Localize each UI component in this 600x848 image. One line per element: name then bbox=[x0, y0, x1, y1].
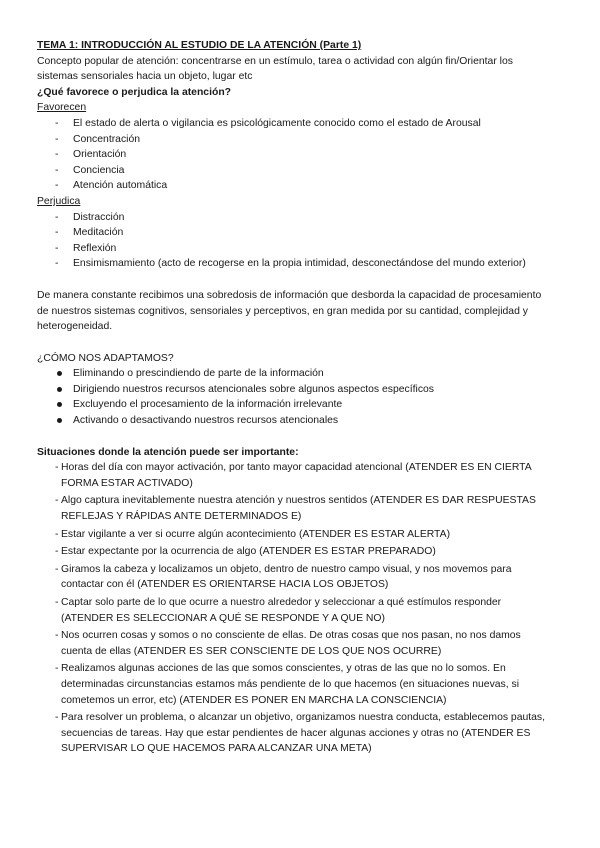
overload-paragraph: De manera constante recibimos una sobredosis de información que desborda la capacidad de procesamiento de nuestros sistemas cognitivos, sensoriales y perceptivos, en gran medida por su cantidad, complejidad y heterogeneidad. bbox=[37, 289, 542, 333]
adapt-heading: ¿CÓMO NOS ADAPTAMOS? bbox=[37, 352, 174, 364]
list-item: - El estado de alerta o vigilancia es psicológicamente conocido como el estado de Arousal bbox=[37, 116, 547, 132]
list-item: - Meditación bbox=[37, 225, 547, 241]
list-item: - Orientación bbox=[37, 147, 547, 163]
list-item: Eliminando o prescindiendo de parte de la información bbox=[37, 366, 547, 382]
document-title: TEMA 1: INTRODUCCIÓN AL ESTUDIO DE LA ATENCIÓN (Parte 1) bbox=[37, 40, 362, 51]
perjudica-label: Perjudica bbox=[37, 195, 81, 207]
list-item: - Nos ocurren cosas y somos o no consciente de ellas. De otras cosas que nos pasan, no nos damos cuenta de ellas (ATENDER ES SER CONSCIENTE DE LOS QUE NOS OCURRE) bbox=[37, 628, 547, 659]
situations-heading: Situaciones donde la atención puede ser importante: bbox=[37, 446, 299, 458]
favorecen-list bbox=[37, 116, 547, 194]
list-item: - Estar vigilante a ver si ocurre algún acontecimiento (ATENDER ES ESTAR ALERTA) bbox=[37, 527, 547, 543]
list-item: Excluyendo el procesamiento de la información irrelevante bbox=[37, 397, 547, 413]
popular-concept-paragraph: Concepto popular de atención: concentrarse en un estímulo, tarea o actividad con algún fin/Orientar los sistemas sensoriales hacia un objeto, lugar etc bbox=[37, 55, 513, 83]
list-item: - Estar expectante por la ocurrencia de algo (ATENDER ES ESTAR PREPARADO) bbox=[37, 544, 547, 560]
question-heading: ¿Qué favorece o perjudica la atención? bbox=[37, 86, 232, 98]
document-body bbox=[37, 38, 547, 759]
list-item: - Algo captura inevitablemente nuestra atención y nuestros sentidos (ATENDER ES DAR RESPUESTAS REFLEJAS Y RÁPIDAS ANTE DETERMINADOS E) bbox=[37, 493, 547, 524]
situations-list bbox=[37, 460, 547, 757]
list-item: - Conciencia bbox=[37, 163, 547, 179]
list-item: - Giramos la cabeza y localizamos un objeto, dentro de nuestro campo visual, y nos movemos para contactar con él (ATENDER ES ORIENTARSE HACIA LOS OBJETOS) bbox=[37, 562, 547, 593]
list-item: - Captar solo parte de lo que ocurre a nuestro alrededor y seleccionar a qué estímulos responder (ATENDER ES SELECCIONAR A QUÉ SE RESPONDE Y A QUE NO) bbox=[37, 595, 547, 626]
list-item: - Realizamos algunas acciones de las que somos conscientes, y otras de las que no lo somos. En determinadas circunstancias estamos más pendiente de lo que hacemos (en situaciones nuevas, si cometemos un error, etc) (ATENDER ES PONER EN MARCHA LA CONSCIENCIA) bbox=[37, 661, 547, 708]
perjudica-list bbox=[37, 210, 547, 272]
favorecen-label: Favorecen bbox=[37, 102, 87, 114]
list-item: - Ensimismamiento (acto de recogerse en la propia intimidad, desconectándose del mundo exterior) bbox=[37, 256, 547, 272]
list-item: - Para resolver un problema, o alcanzar un objetivo, organizamos nuestra conducta, establecemos pautas, secuencias de tareas. Hay que estar pendientes de hacer algunas acciones y otras no (ATENDER ES SUPERVISAR LO QUE HACEMOS PARA ALCANZAR UNA META) bbox=[37, 710, 547, 757]
list-item: - Atención automática bbox=[37, 178, 547, 194]
list-item: Dirigiendo nuestros recursos atencionales sobre algunos aspectos específicos bbox=[37, 382, 547, 398]
adapt-list bbox=[37, 366, 547, 428]
list-item: Activando o desactivando nuestros recursos atencionales bbox=[37, 413, 547, 429]
list-item: - Distracción bbox=[37, 210, 547, 226]
list-item: - Concentración bbox=[37, 132, 547, 148]
list-item: - Horas del día con mayor activación, por tanto mayor capacidad atencional (ATENDER ES EN CIERTA FORMA ESTAR ACTIVADO) bbox=[37, 460, 547, 491]
list-item: - Reflexión bbox=[37, 241, 547, 257]
